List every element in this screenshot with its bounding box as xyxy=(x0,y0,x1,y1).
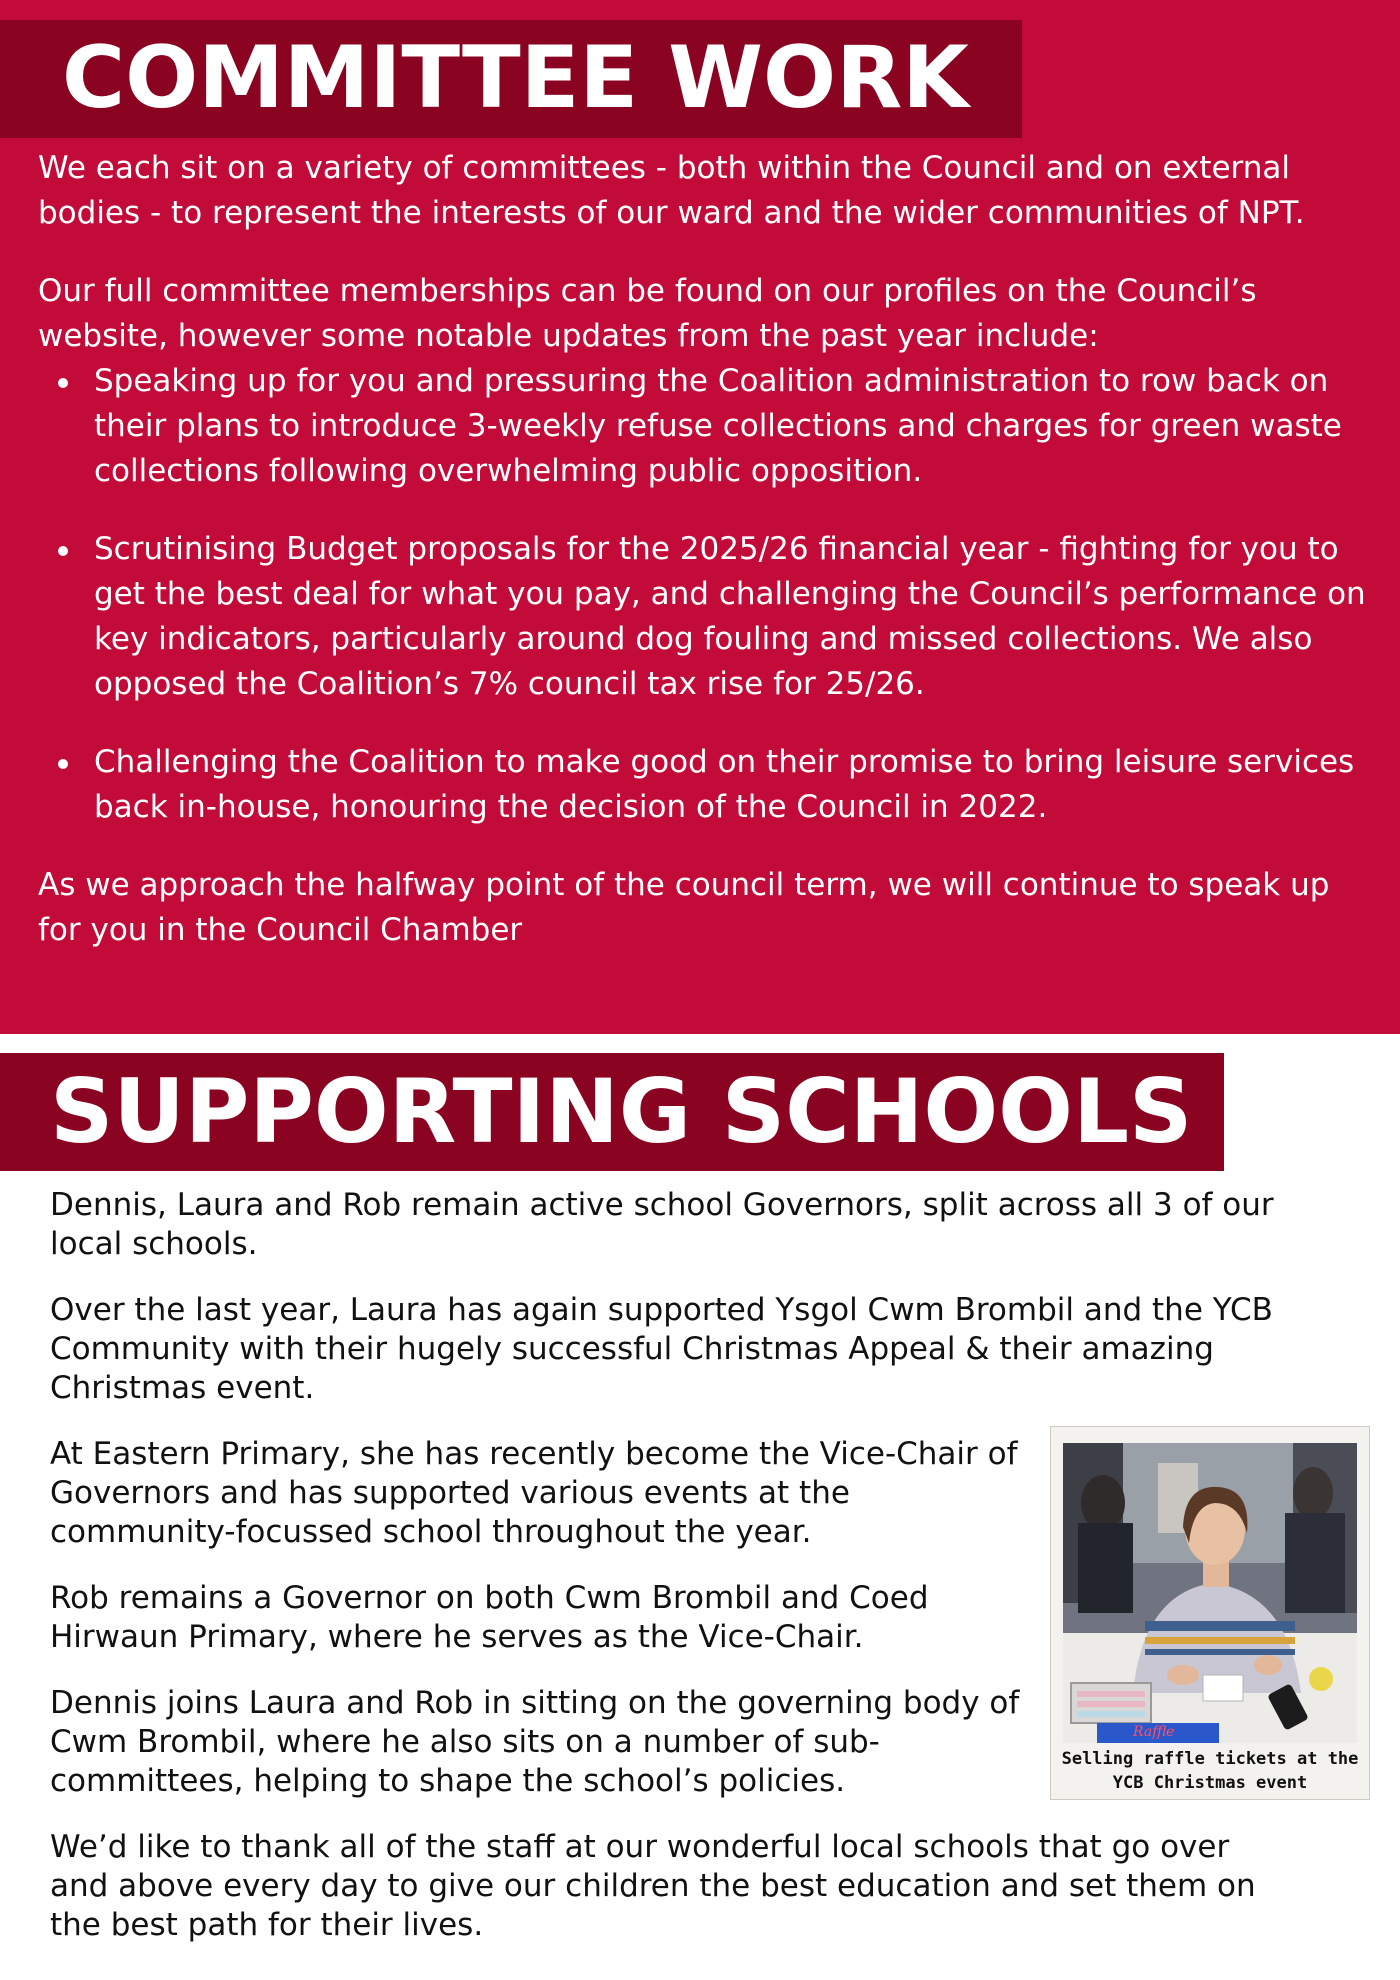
committee-body xyxy=(38,146,1368,953)
list-item xyxy=(38,740,1368,830)
committee-heading: COMMITTEE WORK xyxy=(62,28,969,128)
schools-paragraph: We’d like to thank all of the staff at our wonderful local schools that go over and above every day to give our children the best education and set them on the best path for their lives. xyxy=(50,1829,1256,1943)
schools-heading: SUPPORTING SCHOOLS xyxy=(50,1060,1193,1163)
bullet-icon xyxy=(58,546,68,556)
schools-paragraph: Dennis, Laura and Rob remain active school Governors, split across all 3 of our local schools. xyxy=(50,1187,1274,1262)
committee-memberships: Our full committee memberships can be found on our profiles on the Council’s website, however some notable updates from the past year include: xyxy=(38,273,1257,354)
schools-paragraph: Dennis joins Laura and Rob in sitting on the governing body of Cwm Brombil, where he also sits on a number of sub-committees, helping to shape the school’s policies. xyxy=(50,1685,1020,1799)
schools-paragraph: At Eastern Primary, she has recently become the Vice-Chair of Governors and has supported various events at the community-focussed school throughout the year. xyxy=(50,1436,1018,1550)
committee-updates-list xyxy=(38,359,1368,830)
schools-paragraph: Rob remains a Governor on both Cwm Brombil and Coed Hirwaun Primary, where he serves as the Vice-Chair. xyxy=(50,1580,929,1655)
committee-intro: We each sit on a variety of committees - both within the Council and on external bodies - to represent the interests of our ward and the wider communities of NPT. xyxy=(38,150,1305,231)
list-item xyxy=(38,527,1368,707)
raffle-photo xyxy=(1063,1443,1357,1743)
photo-card xyxy=(1050,1426,1370,1800)
raffle-sign-text: Raffle xyxy=(1133,1724,1175,1740)
schools-paragraph: Over the last year, Laura has again supported Ysgol Cwm Brombil and the YCB Community with their hugely successful Christmas Appeal & their amazing Christmas event. xyxy=(50,1292,1273,1406)
photo-caption: Selling raffle tickets at the YCB Christmas event xyxy=(1061,1749,1359,1793)
list-item xyxy=(38,359,1368,494)
list-item-text: Scrutinising Budget proposals for the 2025/26 financial year - fighting for you to get the best deal for what you pay, and challenging the Council’s performance on key indicators, particularly around dog fouling and missed collections. We also opposed the Coalition’s 7% council tax rise for 25/26. xyxy=(94,531,1366,702)
bullet-icon xyxy=(58,759,68,769)
committee-closing: As we approach the halfway point of the council term, we will continue to speak up for you in the Council Chamber xyxy=(38,867,1330,948)
list-item-text: Speaking up for you and pressuring the Coalition administration to row back on their plans to introduce 3-weekly refuse collections and charges for green waste collections following overwhelming public opposition. xyxy=(94,363,1342,489)
list-item-text: Challenging the Coalition to make good on their promise to bring leisure services back in-house, honouring the decision of the Council in 2022. xyxy=(94,744,1355,825)
bullet-icon xyxy=(58,378,68,388)
